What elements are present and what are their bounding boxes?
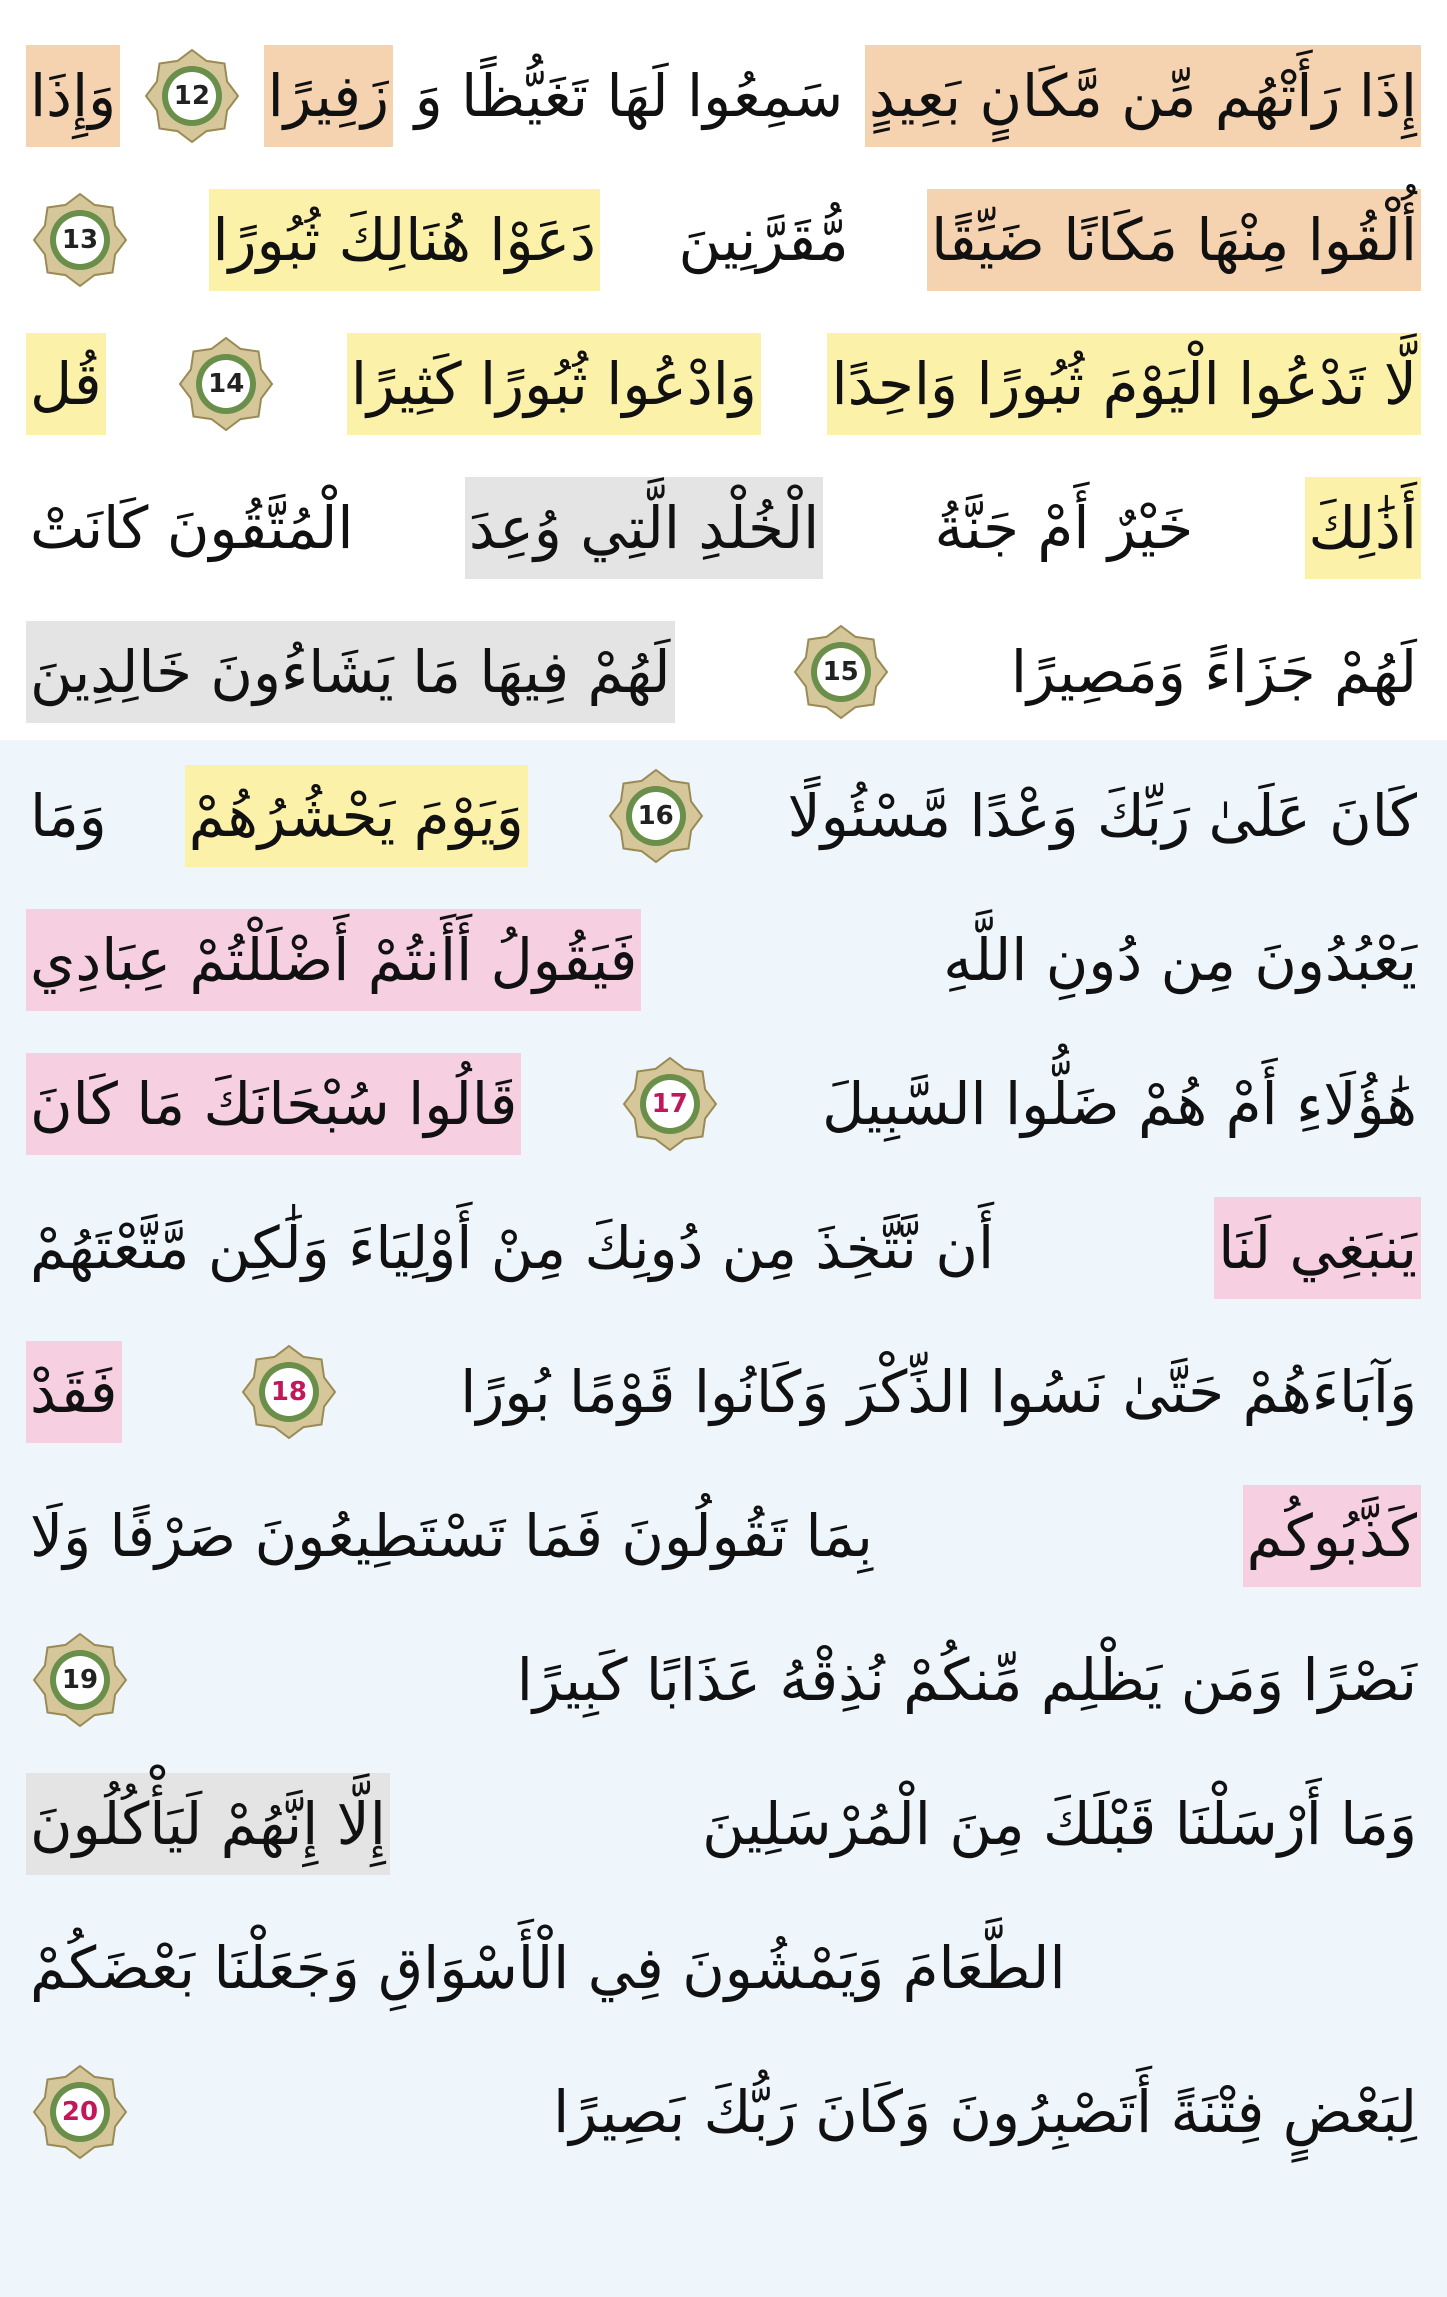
ayah-number-marker <box>32 2064 128 2160</box>
ayah-number: 20 <box>61 2097 99 2127</box>
verse-text: خَيْرٌ أَمْ جَنَّةُ <box>934 494 1194 562</box>
verse-line <box>26 324 1421 444</box>
highlighted-phrase: فَيَقُولُ أَأَنتُمْ أَضْلَلْتُمْ عِبَادِي <box>26 909 641 1011</box>
highlighted-phrase: وَإِذَا <box>26 45 120 147</box>
verse-text: سَمِعُوا لَهَا تَغَيُّظًا وَ <box>414 62 844 130</box>
verse-text: مُّقَرَّنِينَ <box>678 206 849 274</box>
verse-text: نَصْرًا وَمَن يَظْلِم مِّنكُمْ نُذِقْهُ عَذَابًا كَبِيرًا <box>516 1646 1417 1714</box>
verse-text: لِبَعْضٍ فِتْنَةً أَتَصْبِرُونَ وَكَانَ رَبُّكَ بَصِيرًا <box>553 2078 1417 2146</box>
verse-text: الْمُتَّقُونَ كَانَتْ <box>30 494 354 562</box>
verse-line <box>26 1764 1421 1884</box>
highlighted-phrase: قُل <box>26 333 106 435</box>
ayah-number-marker <box>241 1344 337 1440</box>
verse-text: بِمَا تَقُولُونَ فَمَا تَسْتَطِيعُونَ صَرْفًا وَلَا <box>30 1502 873 1570</box>
ayah-number-marker <box>608 768 704 864</box>
verse-line <box>26 2052 1421 2172</box>
ayah-number: 13 <box>61 225 99 255</box>
ayah-number-marker <box>622 1056 718 1152</box>
highlighted-phrase: إِذَا رَأَتْهُم مِّن مَّكَانٍ بَعِيدٍ <box>865 45 1421 147</box>
verse-line <box>26 36 1421 156</box>
verse-text: وَمَا أَرْسَلْنَا قَبْلَكَ مِنَ الْمُرْسَلِينَ <box>702 1790 1417 1858</box>
highlighted-phrase: وَيَوْمَ يَحْشُرُهُمْ <box>185 765 528 867</box>
ayah-number-marker <box>178 336 274 432</box>
highlighted-phrase: أَذَٰلِكَ <box>1305 477 1422 579</box>
verse-line <box>26 180 1421 300</box>
highlighted-phrase: فَقَدْ <box>26 1341 122 1443</box>
verse-line <box>26 612 1421 732</box>
ayah-number: 15 <box>822 657 859 687</box>
verse-line <box>26 756 1421 876</box>
ayah-number-marker <box>32 1632 128 1728</box>
verse-line <box>26 1908 1421 2028</box>
verse-line <box>26 1476 1421 1596</box>
highlighted-phrase: قَالُوا سُبْحَانَكَ مَا كَانَ <box>26 1053 521 1155</box>
ayah-number: 16 <box>637 801 674 831</box>
highlighted-phrase: زَفِيرًا <box>264 45 393 147</box>
verse-line <box>26 1620 1421 1740</box>
verse-line <box>26 1332 1421 1452</box>
ayah-number: 12 <box>173 81 210 111</box>
ayah-number-marker <box>144 48 240 144</box>
ayah-number: 14 <box>208 369 245 399</box>
verse-text: هَٰؤُلَاءِ أَمْ هُمْ ضَلُّوا السَّبِيلَ <box>822 1070 1417 1138</box>
highlighted-phrase: يَنبَغِي لَنَا <box>1214 1197 1421 1299</box>
ayah-number-marker <box>32 192 128 288</box>
verse-line <box>26 468 1421 588</box>
highlighted-phrase: أُلْقُوا مِنْهَا مَكَانًا ضَيِّقًا <box>927 189 1421 291</box>
verse-text: كَانَ عَلَىٰ رَبِّكَ وَعْدًا مَّسْئُولًا <box>787 782 1417 850</box>
ayah-number: 17 <box>651 1089 688 1119</box>
highlighted-phrase: الْخُلْدِ الَّتِي وُعِدَ <box>465 477 823 579</box>
ayah-number-marker <box>793 624 889 720</box>
verse-text: الطَّعَامَ وَيَمْشُونَ فِي الْأَسْوَاقِ وَجَعَلْنَا بَعْضَكُمْ <box>30 1934 1066 2002</box>
ayah-number: 19 <box>61 1665 99 1695</box>
highlighted-phrase: دَعَوْا هُنَالِكَ ثُبُورًا <box>209 189 600 291</box>
ayah-number: 18 <box>270 1377 307 1407</box>
verse-line <box>26 1188 1421 1308</box>
highlighted-phrase: لَّا تَدْعُوا الْيَوْمَ ثُبُورًا وَاحِدًا <box>827 333 1421 435</box>
verse-line <box>26 1044 1421 1164</box>
verse-text: لَهُمْ جَزَاءً وَمَصِيرًا <box>1010 638 1417 706</box>
verse-text: يَعْبُدُونَ مِن دُونِ اللَّهِ <box>943 926 1417 994</box>
highlighted-phrase: وَادْعُوا ثُبُورًا كَثِيرًا <box>347 333 761 435</box>
verse-text: وَآبَاءَهُمْ حَتَّىٰ نَسُوا الذِّكْرَ وَكَانُوا قَوْمًا بُورًا <box>460 1358 1417 1426</box>
highlighted-phrase: كَذَّبُوكُم <box>1243 1485 1421 1587</box>
verse-line <box>26 900 1421 1020</box>
verse-text: أَن نَّتَّخِذَ مِن دُونِكَ مِنْ أَوْلِيَاءَ وَلَٰكِن مَّتَّعْتَهُمْ <box>30 1214 995 1282</box>
highlighted-phrase: لَهُمْ فِيهَا مَا يَشَاءُونَ خَالِدِينَ <box>26 621 675 723</box>
highlighted-phrase: إِلَّا إِنَّهُمْ لَيَأْكُلُونَ <box>26 1773 390 1875</box>
verse-text: وَمَا <box>30 782 107 850</box>
